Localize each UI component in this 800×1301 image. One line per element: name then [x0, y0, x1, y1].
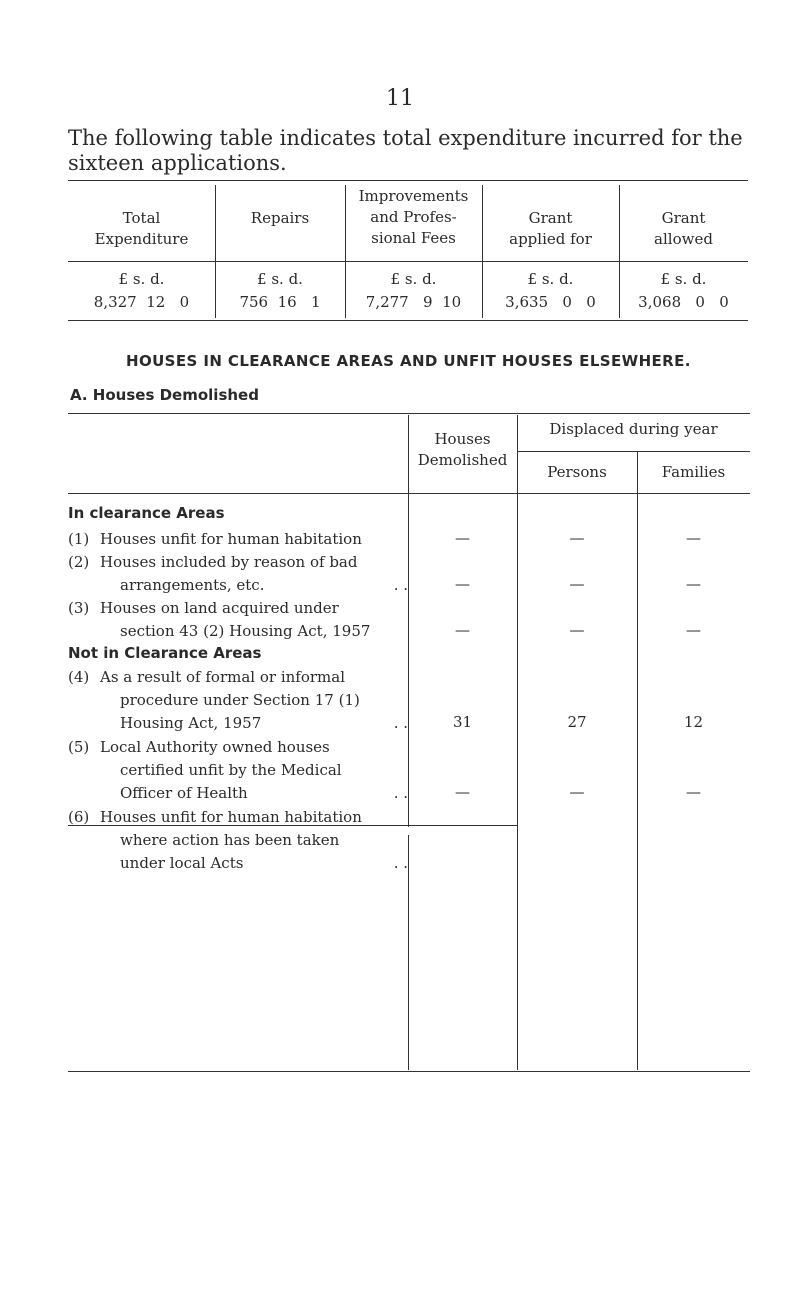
row-4: (4) As a result of formal or informal procedure under Section 17 (1) Housing Act, 1957 . . [68, 668, 408, 732]
units: £ s. d. [660, 270, 707, 288]
value-grant-allowed: 3,068 0 0 [638, 293, 729, 311]
not-clearance-heading: Not in Clearance Areas [68, 644, 262, 662]
cell-dash: — [455, 575, 470, 593]
header-grant-applied: Grant applied for [509, 209, 592, 248]
cell-persons: 27 [567, 713, 587, 731]
header-persons: Persons [547, 463, 607, 481]
header-houses-demolished: Houses Demolished [417, 430, 508, 469]
page-number: 11 [386, 86, 414, 111]
cell-dash: — [455, 621, 470, 639]
cell-dash: — [686, 783, 701, 801]
cell-dash: — [686, 621, 701, 639]
units: £ s. d. [118, 270, 165, 288]
value-repairs: 756 16 1 [239, 293, 321, 311]
value-total-expenditure: 8,327 12 0 [93, 293, 190, 311]
cell-dash: — [569, 575, 585, 593]
row-5: (5) Local Authority owned houses certified unfit by the Medical Officer of Health . . [68, 738, 408, 802]
row-2: (2) Houses included by reason of bad arrangements, etc. . . [68, 553, 408, 594]
value-improvements: 7,277 9 10 [365, 293, 462, 311]
section-a-heading: A. Houses Demolished [70, 386, 259, 404]
cell-dash: — [455, 529, 470, 547]
cell-dash: — [686, 575, 701, 593]
row-3: (3) Houses on land acquired under section 43 (2) Housing Act, 1957 [68, 599, 371, 640]
row-1: (1) Houses unfit for human habitation [68, 530, 362, 548]
section-title: HOUSES IN CLEARANCE AREAS AND UNFIT HOUSES ELSEWHERE. [126, 352, 691, 370]
value-grant-applied: 3,635 0 0 [505, 293, 596, 311]
cell-families: 12 [683, 713, 704, 731]
cell-dash: — [569, 621, 585, 639]
row-6: (6) Houses unfit for human habitation where action has been taken under local Acts . . [68, 808, 408, 872]
header-total-expenditure: Total Expenditure [94, 209, 189, 248]
header-displaced: Displaced during year [549, 420, 718, 438]
cell-houses-demolished: 31 [452, 713, 473, 731]
in-clearance-heading: In clearance Areas [68, 504, 225, 522]
cell-dash: — [569, 783, 585, 801]
cell-dash: — [455, 783, 470, 801]
header-improvements: Improvements and Profes- sional Fees [358, 187, 469, 247]
units: £ s. d. [390, 270, 437, 288]
intro-paragraph: The following table indicates total expenditure incurred for the sixteen applications. [68, 126, 743, 175]
header-families: Families [661, 463, 726, 481]
units: £ s. d. [527, 270, 574, 288]
header-repairs: Repairs [250, 209, 310, 227]
header-grant-allowed: Grant allowed [654, 209, 713, 248]
units: £ s. d. [257, 270, 303, 288]
cell-dash: — [569, 529, 585, 547]
cell-dash: — [686, 529, 701, 547]
